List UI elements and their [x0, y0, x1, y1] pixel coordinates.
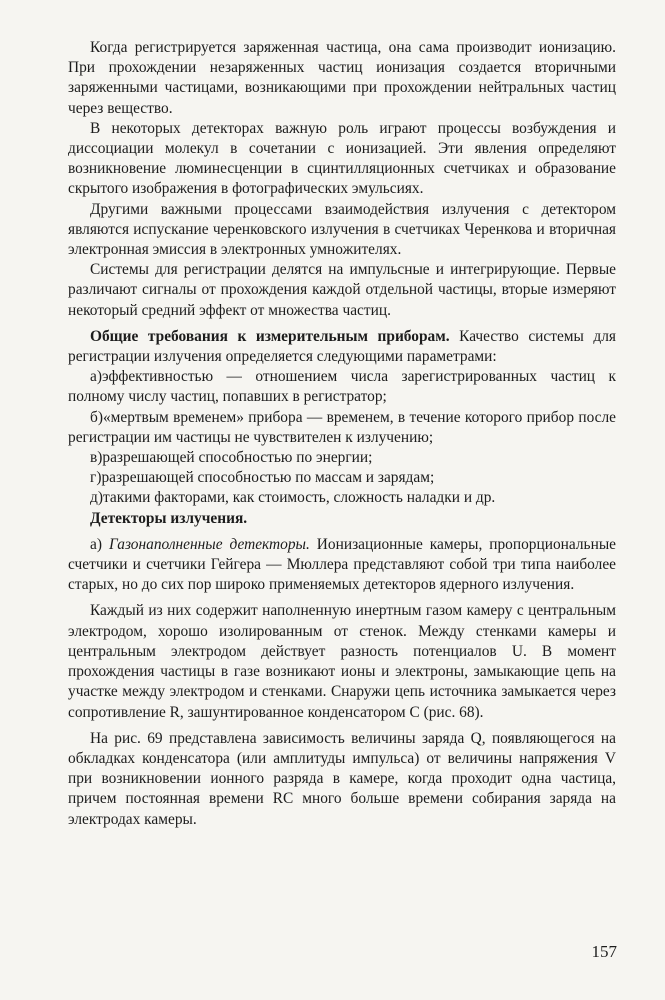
list-item-label: а): [90, 368, 102, 386]
heading-detectors: Детекторы излучения.: [90, 509, 248, 527]
paragraph-ionization: Когда регистрируется заряженная частица, она сама производит ионизацию. При прохождении незаряженных частиц ионизация создается вторичными заряженными частицами, возникающими при прохождении нейтральных частиц через вещество.: [68, 39, 616, 117]
paragraph-chamber: Каждый из них содержит наполненную инертным газом камеру с центральным электродом, хорошо изолированным от стенок. Между стенками камеры и центральным электродом действует разность потенциалов U. В момент прохождения частицы в газе возникают ионы и электроны, замыкающие цепь на участке между электродом и стенками. Снаружи цепь источника замыкается через сопротивление R, зашунтированное конденсатором C (рис. 68).: [68, 602, 616, 721]
list-item-text: эффективностью — отношением числа зарегистрированных частиц к полному числу частиц, попавших в регистратор;: [68, 368, 616, 406]
gas-detectors-title: Газонаполненные детекторы.: [108, 535, 310, 553]
page-body: [68, 38, 616, 830]
list-item: [68, 448, 616, 468]
heading-requirements: Общие требования к измерительным приборам.: [90, 327, 450, 345]
list-item: [68, 488, 616, 508]
list-item-label: д): [90, 489, 103, 507]
list-item: [68, 408, 616, 448]
gas-detectors-text: Ионизационные камеры, пропорциональные счетчики и счетчики Гейгера — Мюллера представляют собой три типа наиболее старых, но до сих пор широко применяемых детекторов ядерного излучения.: [68, 535, 616, 594]
paragraph-figure-69: На рис. 69 представлена зависимость величины заряда Q, появляющегося на обкладках конденсатора (или амплитуды импульса) от величины напряжения V при возникновении ионного разряда в камере, когда проходит одна частица, причем постоянная времени RC много больше времени собирания заряда на электродах камеры.: [68, 729, 616, 828]
page-number: 157: [591, 942, 617, 961]
list-item-text: разрешающей способностью по энергии;: [102, 449, 373, 467]
list-item: [68, 468, 616, 488]
paragraph-systems: Системы для регистрации делятся на импульсные и интегрирующие. Первые различают сигналы от прохождения каждой отдельной частицы, вторые измеряют некоторый средний эффект от множества частиц.: [68, 261, 616, 319]
list-item-label: в): [90, 449, 103, 467]
list-item-label: б): [90, 408, 103, 426]
requirements-text: Качество системы для регистрации излучения определяется следующими параметрами:: [68, 327, 616, 366]
list-item-text: «мертвым временем» прибора — временем, в течение которого прибор после регистрации им частицы не чувствителен к излучению;: [68, 408, 616, 446]
paragraph-cherenkov: Другими важными процессами взаимодействия излучения с детектором являются испускание черенковского излучения в счетчиках Черенкова и вторичная электронная эмиссия в электронных умножителях.: [68, 200, 616, 259]
list-item: [68, 367, 616, 407]
gas-detectors-label: а): [90, 535, 102, 553]
list-item-label: г): [90, 469, 102, 487]
paragraph-excitation: В некоторых детекторах важную роль играют процессы возбуждения и диссоциации молекул в сочетании с ионизацией. Эти явления определяют возникновение люминесценции в сцинтилляционных счетчиках и образование скрытого изображения в фотографических эмульсиях.: [68, 119, 616, 198]
paragraph-requirements: [68, 327, 616, 367]
paragraph-gas-detectors: [68, 535, 616, 596]
list-item-text: такими факторами, как стоимость, сложность наладки и др.: [102, 489, 496, 507]
list-item-text: разрешающей способностью по массам и зарядам;: [101, 469, 435, 487]
